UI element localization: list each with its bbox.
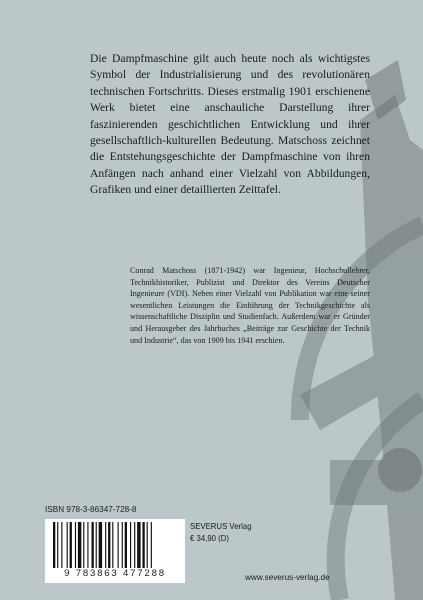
price-label: € 34,90 (D) xyxy=(190,533,230,543)
barcode xyxy=(45,519,185,583)
publisher-name: SEVERUS Verlag xyxy=(190,522,252,531)
blurb-text: Die Dampfmaschine gilt auch heute noch als wichtigstes Symbol der Industrialisierung und des revolutionären technischen Fortschritts. Dieses erstmalig 1901 erschienene Werk bietet eine anschauliche Darstellung ihrer faszinierenden geschichtlichen Entwicklung und ihrer gesellschaftlich-kulturellen Bedeutung. Matschoss zeichnet die Entstehungsgeschichte der Dampfmaschine von ihren Anfängen nach anhand einer Vielzahl von Abbildungen, Grafiken und einer detaillierten Zeittafel. xyxy=(90,52,370,197)
barcode-bars xyxy=(53,522,177,568)
author-bio-text: Conrad Matschoss (1871-1942) war Ingenieur, Hochschullehrer, Technikhistoriker, Publizist und Direktor des Vereins Deutscher Ingenieure (VDI). Neben einer Vielzahl von Publikation war eine seiner wesentlichen Leistungen die Einführung der Technikgeschichte als wissenschaftliche Disziplin und Studienfach. Außerdem war er Gründer und Herausgeber des Jahrbuches „Beiträge zur Geschichte der Technik und Industrie“, das von 1909 bis 1941 erschien. xyxy=(130,266,370,345)
barcode-digits: 9 783863 477288 xyxy=(64,568,166,579)
isbn-label: ISBN 978-3-86347-728-8 xyxy=(45,505,137,514)
website-link[interactable]: www.severus-verlag.de xyxy=(245,573,330,582)
publisher-block xyxy=(190,521,252,544)
